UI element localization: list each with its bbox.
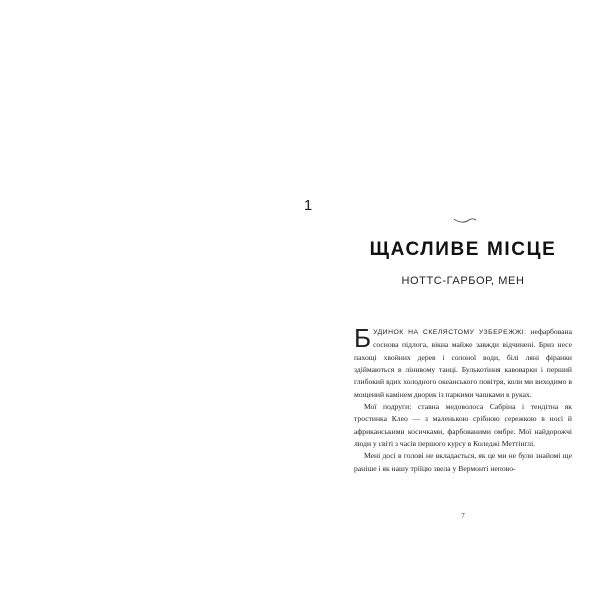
chapter-title: ЩАСЛИВЕ МІСЦЕ (369, 239, 557, 260)
page-number: 7 (461, 512, 465, 520)
paragraph-3: Мені досі в голові не вкладається, як це ми не були знайомі ще раніше і як нашу тріїцю звела у Вермонті непово- (354, 451, 572, 473)
drop-cap: Б (354, 323, 372, 353)
chapter-body (354, 323, 572, 475)
lead-in-smallcaps: УДИНОК НА СКЕЛЯСТОМУ УЗБЕРЕЖЖІ: (373, 329, 527, 336)
chapter-flourish-ornament (453, 216, 477, 224)
chapter-subtitle: НОТТС-ГАРБОР, МЕН (401, 275, 525, 287)
chapter-number: 1 (303, 197, 313, 214)
paragraph-1-text: нефарбована соснова підлога, вікна майже завжди відчинені. Бриз несе пахощі хвойних дерев і солоної води, білі ляні фіранки здіймаються в лінивому танці. Булькотіння кавоварки і перший глибокий вдих холодного океанського повітря, коли ми виходимо в мощений камінем дворик із паркими чашками в руках. (354, 327, 572, 399)
paragraph-1 (354, 323, 572, 401)
paragraph-2: Мої подруги: ставна медоволоса Сабріна і тендітна як тростинка Клео — з маленькою срібною сережкою в носі й африканськими косичками, фарбованими омбре. Мої найдорожчі люди у світі з часів першого курсу в Коледжі Меттінглі. (354, 402, 572, 449)
